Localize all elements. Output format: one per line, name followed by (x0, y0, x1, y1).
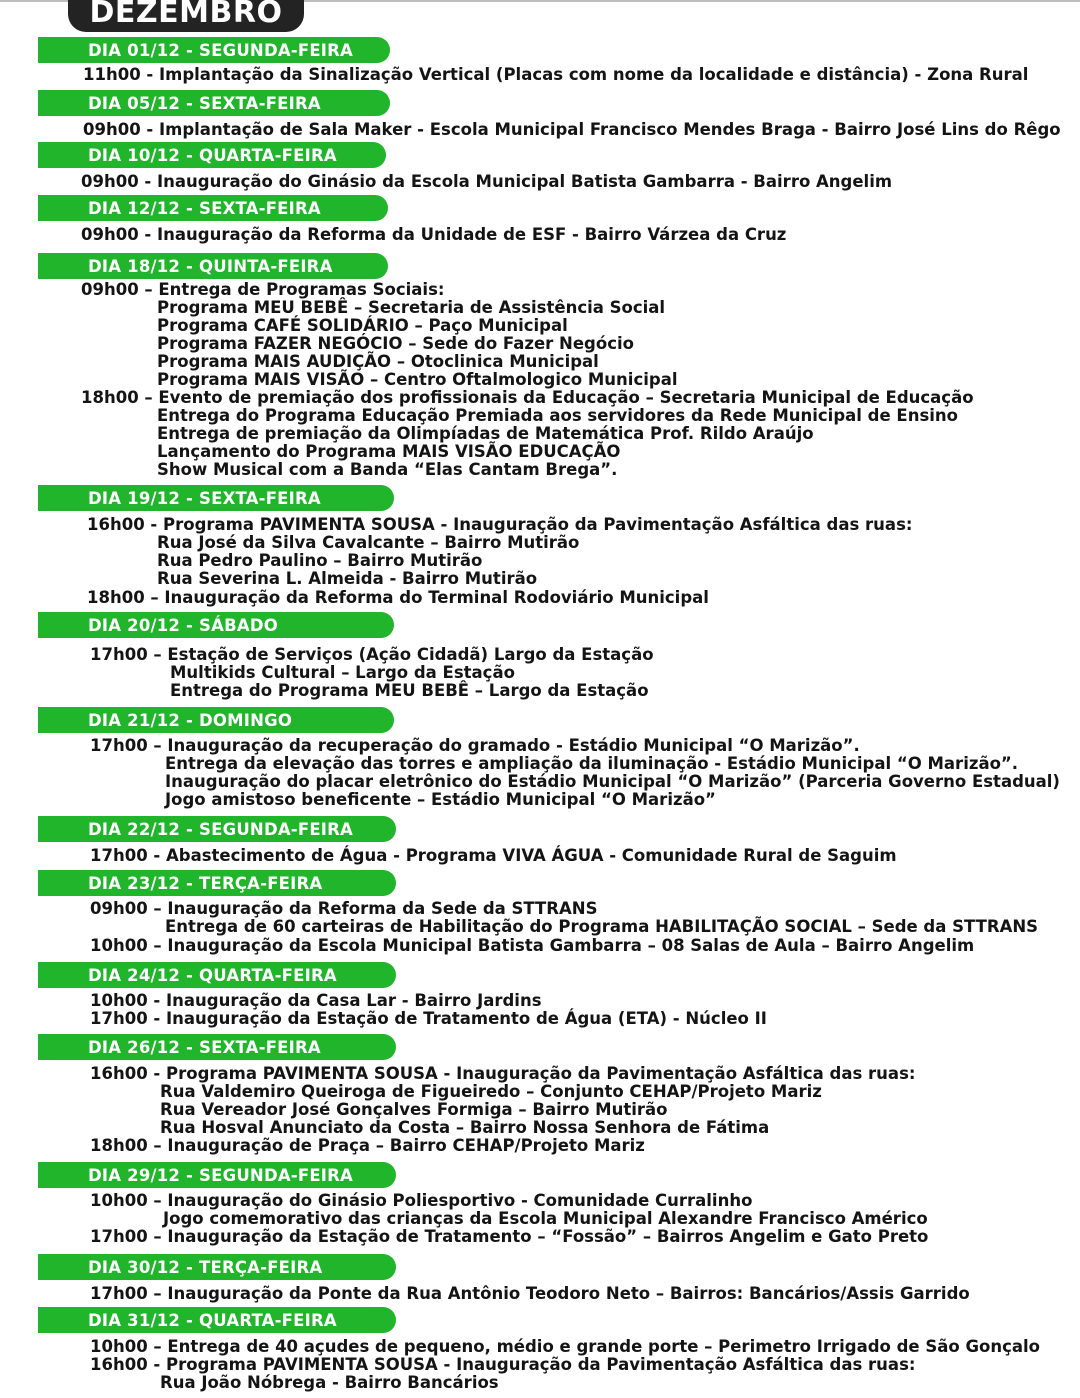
event-line: 10h00 – Inauguração do Ginásio Poliesportivo - Comunidade Curralinho (90, 1191, 753, 1210)
event-line: 17h00 – Inauguração da recuperação do gramado - Estádio Municipal “O Marizão”. (90, 736, 860, 755)
day-header: DIA 29/12 - SEGUNDA-FEIRA (38, 1162, 396, 1188)
event-line: 16h00 - Programa PAVIMENTA SOUSA - Inauguração da Pavimentação Asfáltica das ruas: (90, 1064, 916, 1083)
day-header: DIA 23/12 - TERÇA-FEIRA (38, 870, 396, 896)
day-header: DIA 19/12 - SEXTA-FEIRA (38, 485, 394, 511)
event-line: 18h00 – Evento de premiação dos profissionais da Educação – Secretaria Municipal de Educação (81, 388, 974, 407)
event-sub-line: Inauguração do placar eletrônico do Estádio Municipal “O Marizão” (Parceria Governo Estadual) (165, 772, 1060, 791)
event-line: 11h00 - Implantação da Sinalização Vertical (Placas com nome da localidade e distância) - Zona Rural (83, 65, 1029, 84)
day-header: DIA 31/12 - QUARTA-FEIRA (38, 1307, 396, 1333)
day-header: DIA 20/12 - SÁBADO (38, 612, 394, 638)
event-sub-line: Entrega de premiação da Olimpíadas de Matemática Prof. Rildo Araújo (157, 424, 814, 443)
event-line: 09h00 - Inauguração do Ginásio da Escola Municipal Batista Gambarra - Bairro Angelim (81, 172, 893, 191)
event-line: 17h00 - Inauguração da Estação de Tratamento de Água (ETA) - Núcleo II (90, 1009, 767, 1028)
event-line: 09h00 – Entrega de Programas Sociais: (81, 280, 445, 299)
event-line: 09h00 – Inauguração da Reforma da Sede da STTRANS (90, 899, 598, 918)
event-line: 09h00 - Inauguração da Reforma da Unidade de ESF - Bairro Várzea da Cruz (81, 225, 787, 244)
event-sub-line: Rua Pedro Paulino – Bairro Mutirão (157, 551, 483, 570)
event-sub-line: Rua Severina L. Almeida - Bairro Mutirão (157, 569, 538, 588)
event-sub-line: Entrega de 60 carteiras de Habilitação do Programa HABILITAÇÃO SOCIAL – Sede da STTRANS (165, 917, 1039, 936)
day-header: DIA 30/12 - TERÇA-FEIRA (38, 1254, 396, 1280)
event-sub-line: Rua Valdemiro Queiroga de Figueiredo – Conjunto CEHAP/Projeto Mariz (160, 1082, 822, 1101)
day-header: DIA 12/12 - SEXTA-FEIRA (38, 195, 388, 221)
event-line: 17h00 – Estação de Serviços (Ação Cidadã) Largo da Estação (90, 645, 654, 664)
event-sub-line: Entrega da elevação das torres e ampliação da iluminação - Estádio Municipal “O Marizão”. (165, 754, 1019, 773)
event-sub-line: Jogo comemorativo das crianças da Escola Municipal Alexandre Francisco Américo (163, 1209, 928, 1228)
event-sub-line: Rua João Nóbrega - Bairro Bancários (160, 1373, 499, 1392)
event-sub-line: Programa MAIS AUDIÇÃO – Otoclinica Municipal (157, 352, 599, 371)
event-line: 09h00 - Implantação de Sala Maker - Escola Municipal Francisco Mendes Braga - Bairro José Lins do Rêgo (83, 120, 1061, 139)
event-line: 17h00 – Inauguração da Ponte da Rua Antônio Teodoro Neto – Bairros: Bancários/Assis Garrido (90, 1284, 970, 1303)
day-header: DIA 24/12 - QUARTA-FEIRA (38, 962, 396, 988)
event-line: 10h00 – Inauguração da Escola Municipal Batista Gambarra – 08 Salas de Aula – Bairro Angelim (90, 936, 975, 955)
event-sub-line: Entrega do Programa MEU BEBÊ – Largo da Estação (170, 681, 649, 700)
event-line: 17h00 – Inauguração da Estação de Tratamento – “Fossão” – Bairros Angelim e Gato Preto (90, 1227, 929, 1246)
event-line: 10h00 - Inauguração da Casa Lar - Bairro Jardins (90, 991, 542, 1010)
event-sub-line: Multikids Cultural – Largo da Estação (170, 663, 515, 682)
event-line: 18h00 – Inauguração de Praça – Bairro CEHAP/Projeto Mariz (90, 1136, 645, 1155)
event-sub-line: Show Musical com a Banda “Elas Cantam Brega”. (157, 460, 618, 479)
event-sub-line: Lançamento do Programa MAIS VISÃO EDUCAÇÃO (157, 442, 621, 461)
day-header: DIA 01/12 - SEGUNDA-FEIRA (38, 37, 390, 63)
event-line: 18h00 – Inauguração da Reforma do Terminal Rodoviário Municipal (87, 588, 709, 607)
month-title: DEZEMBRO (68, 0, 304, 32)
event-sub-line: Programa MAIS VISÃO – Centro Oftalmologico Municipal (157, 370, 678, 389)
event-sub-line: Programa CAFÉ SOLIDÁRIO – Paço Municipal (157, 316, 568, 335)
event-sub-line: Programa FAZER NEGÓCIO – Sede do Fazer Negócio (157, 334, 634, 353)
event-sub-line: Entrega do Programa Educação Premiada aos servidores da Rede Municipal de Ensino (157, 406, 959, 425)
day-header: DIA 26/12 - SEXTA-FEIRA (38, 1034, 396, 1060)
day-header: DIA 21/12 - DOMINGO (38, 707, 394, 733)
event-sub-line: Rua Hosval Anunciato da Costa – Bairro Nossa Senhora de Fátima (160, 1118, 770, 1137)
event-sub-line: Rua Vereador José Gonçalves Formiga – Bairro Mutirão (160, 1100, 668, 1119)
event-line: 16h00 - Programa PAVIMENTA SOUSA - Inauguração da Pavimentação Asfáltica das ruas: (87, 515, 913, 534)
day-header: DIA 18/12 - QUINTA-FEIRA (38, 253, 388, 279)
event-line: 10h00 – Entrega de 40 açudes de pequeno, médio e grande porte – Perimetro Irrigado de São Gonçalo (90, 1337, 1040, 1356)
event-line: 16h00 - Programa PAVIMENTA SOUSA - Inauguração da Pavimentação Asfáltica das ruas: (90, 1355, 916, 1374)
event-sub-line: Rua José da Silva Cavalcante – Bairro Mutirão (157, 533, 580, 552)
day-header: DIA 10/12 - QUARTA-FEIRA (38, 142, 386, 168)
event-line: 17h00 - Abastecimento de Água - Programa VIVA ÁGUA - Comunidade Rural de Saguim (90, 846, 897, 865)
day-header: DIA 22/12 - SEGUNDA-FEIRA (38, 816, 396, 842)
event-sub-line: Programa MEU BEBÊ – Secretaria de Assistência Social (157, 298, 666, 317)
day-header: DIA 05/12 - SEXTA-FEIRA (38, 90, 390, 116)
event-sub-line: Jogo amistoso beneficente – Estádio Municipal “O Marizão” (165, 790, 716, 809)
